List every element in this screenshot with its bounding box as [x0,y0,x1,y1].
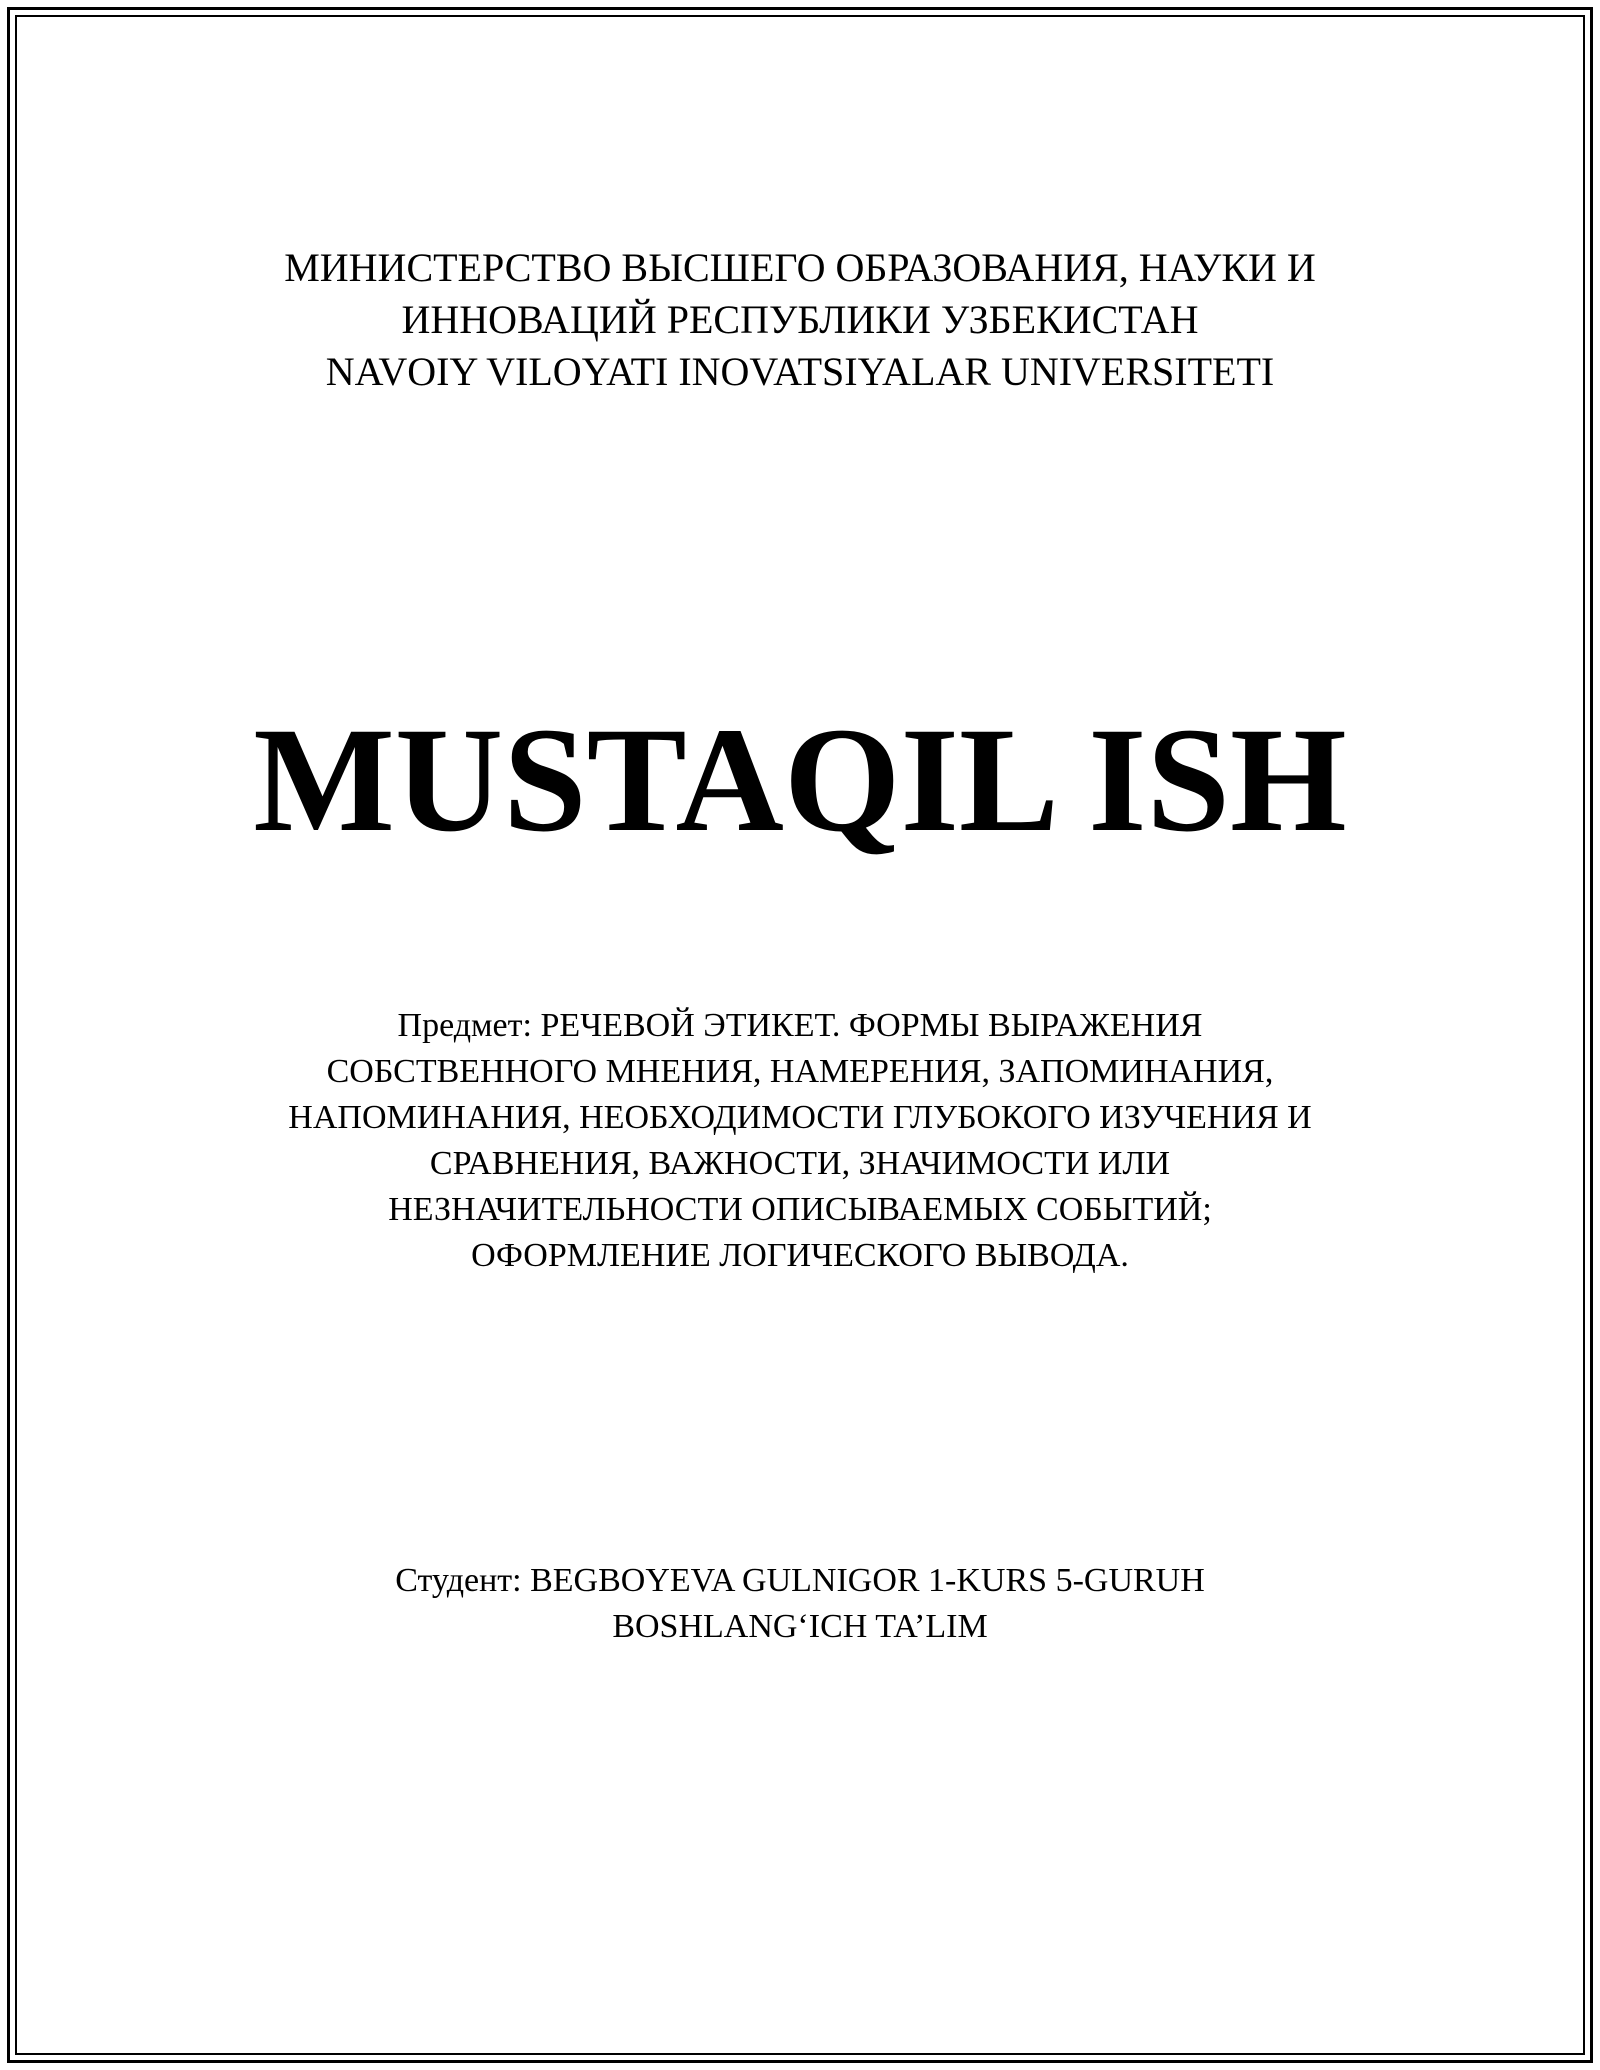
student-line-2: BOSHLANG‘ICH TA’LIM [612,1608,988,1645]
subject-line-2: СОБСТВЕННОГО МНЕНИЯ, НАМЕРЕНИЯ, ЗАПОМИНАНИЯ, [326,1053,1274,1090]
subject-line-6: ОФОРМЛЕНИЕ ЛОГИЧЕСКОГО ВЫВОДА. [471,1237,1129,1274]
subject-line-4: СРАВНЕНИЯ, ВАЖНОСТИ, ЗНАЧИМОСТИ ИЛИ [429,1145,1171,1182]
header-line-2: ИННОВАЦИЙ РЕСПУБЛИКИ УЗБЕКИСТАН [401,297,1199,342]
subject-line-5: НЕЗНАЧИТЕЛЬНОСТИ ОПИСЫВАЕМЫХ СОБЫТИЙ; [388,1191,1212,1228]
header-line-3: NAVOIY VILOYATI INOVATSIYALAR UNIVERSITETI [325,349,1275,394]
student-block [0,1558,1600,1650]
institution-header [0,242,1600,398]
document-title: MUSTAQIL ISH [253,697,1347,863]
header-line-1: МИНИСТЕРСТВО ВЫСШЕГО ОБРАЗОВАНИЯ, НАУКИ И [284,245,1316,290]
student-line-1: Студент: BEGBOYEVA GULNIGOR 1-KURS 5-GURUH [395,1562,1205,1599]
subject-line-1: Предмет: РЕЧЕВОЙ ЭТИКЕТ. ФОРМЫ ВЫРАЖЕНИЯ [397,1007,1203,1044]
subject-block [0,1003,1600,1279]
subject-line-3: НАПОМИНАНИЯ, НЕОБХОДИМОСТИ ГЛУБОКОГО ИЗУЧЕНИЯ И [288,1099,1312,1136]
